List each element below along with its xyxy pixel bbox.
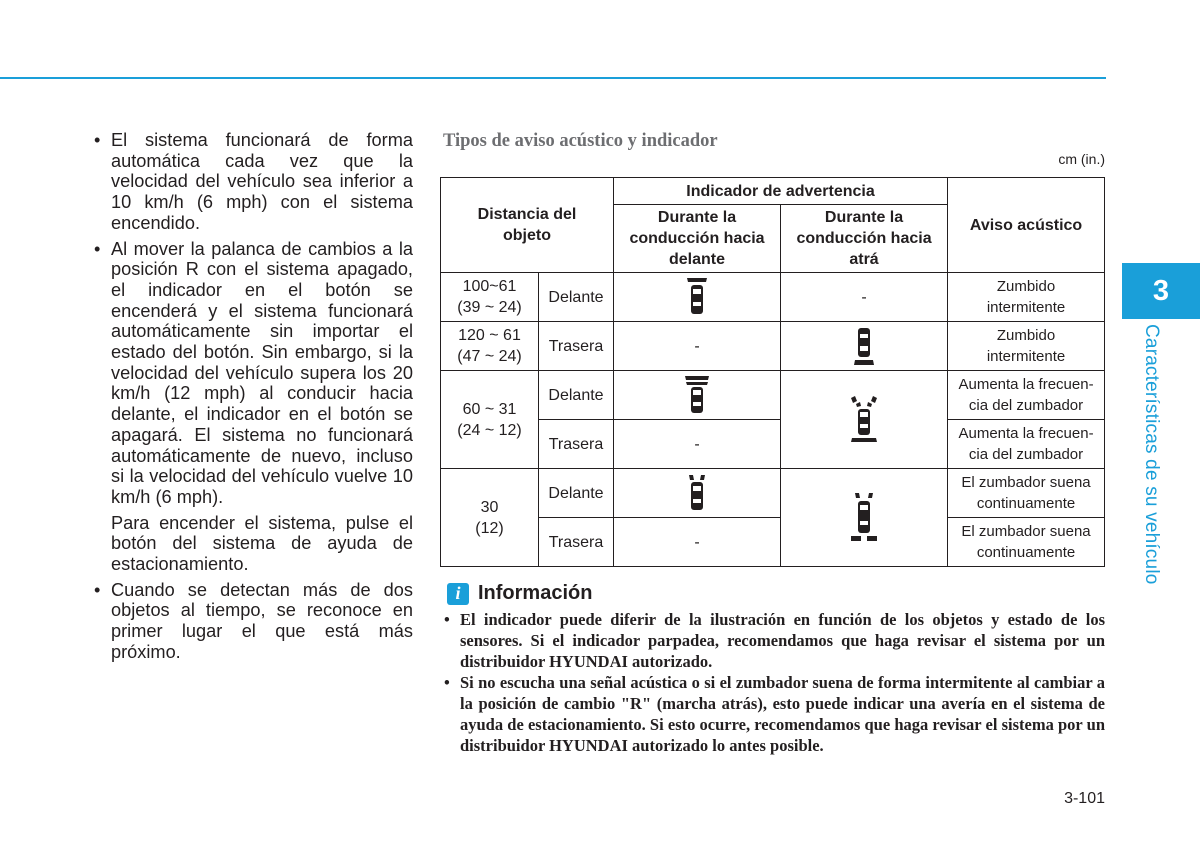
sound-cell: El zumbador suena continuamente (948, 469, 1105, 518)
bullet-item: • Al mover la palanca de cambios a la posición R con el sistema apagado, el indicador en el botón se encenderá y el sistema funcionará automáticamente sin importar el estado del botón. Sin embargo, si la velocidad del vehículo supera los 20 km/h (12 mph) al conducir hacia delante, el indicador en el botón se apagará. El sistema no funcionará automáticamente de nuevo, incluso si la velocidad del vehículo vuelve 10 km/h (6 mph). (92, 239, 413, 508)
distance-cell: 120 ~ 61 (47 ~ 24) (441, 322, 539, 371)
info-icon: i (447, 583, 469, 605)
car-front-warning-icon (683, 375, 711, 415)
forward-indicator-cell (614, 469, 781, 518)
distance-cell: 100~61 (39 ~ 24) (441, 273, 539, 322)
car-rear-warning-icon (852, 326, 876, 366)
direction-cell: Trasera (539, 322, 614, 371)
reverse-indicator-cell (781, 469, 948, 567)
car-front-warning-icon (685, 277, 709, 317)
bullet-item: • Cuando se detectan más de dos objetos al tiempo, se reconoce en primer lugar el que está más próximo. (92, 580, 413, 663)
header-distance: Distancia del objeto (441, 178, 614, 273)
direction-cell: Delante (539, 469, 614, 518)
reverse-indicator-cell: - (781, 273, 948, 322)
forward-indicator-cell: - (614, 420, 781, 469)
header-sound: Aviso acústico (948, 178, 1105, 273)
forward-indicator-cell: - (614, 518, 781, 567)
forward-indicator-cell (614, 371, 781, 420)
forward-indicator-cell (614, 273, 781, 322)
sound-cell: Aumenta la frecuen- cia del zumbador (948, 420, 1105, 469)
info-bullet: • Si no escucha una señal acústica o si el zumbador suena de forma intermitente al cambiar a la posición de cambio "R" (marcha atrás), esto puede indicar una avería en el sistema de ayuda de estacionamiento. Si esto ocurre, recomendamos que haga revisar el sistema por un distribuidor HYUNDAI autorizado lo antes posible. (443, 672, 1105, 756)
bullet-item: • El sistema funcionará de forma automática cada vez que la velocidad del vehículo sea inferior a 10 km/h (6 mph) con el sistema encendido. (92, 130, 413, 234)
direction-cell: Delante (539, 371, 614, 420)
page-number: 3-101 (1064, 790, 1105, 807)
header-indicator: Indicador de advertencia (614, 178, 948, 205)
info-title: Información (478, 582, 593, 604)
direction-cell: Delante (539, 273, 614, 322)
header-forward: Durante la conducción hacia delante (614, 205, 781, 273)
car-front-rear-warning-icon (847, 491, 881, 545)
left-column (92, 130, 413, 668)
sound-cell: Zumbido intermitente (948, 273, 1105, 322)
reverse-indicator-cell (781, 371, 948, 469)
unit-label: cm (in.) (1058, 151, 1105, 167)
chapter-title: Características de su vehículo (1141, 324, 1162, 585)
distance-cell: 30 (12) (441, 469, 539, 567)
direction-cell: Trasera (539, 518, 614, 567)
car-front-warning-icon (683, 473, 711, 513)
sound-cell: El zumbador suena continuamente (948, 518, 1105, 567)
chapter-number-tab: 3 (1122, 263, 1200, 319)
car-front-rear-warning-icon (847, 394, 881, 446)
info-header (447, 582, 592, 605)
sound-cell: Aumenta la frecuen- cia del zumbador (948, 371, 1105, 420)
paragraph: Para encender el sistema, pulse el botón del sistema de ayuda de estacionamiento. (111, 512, 413, 575)
info-bullet: • El indicador puede diferir de la ilustración en función de los objetos y estado de los sensores. Si el indicador parpadea, recomendamos que haga revisar el sistema por un distribuidor HYUNDAI autorizado. (443, 609, 1105, 672)
warning-table (440, 177, 1105, 567)
top-rule (0, 77, 1106, 79)
direction-cell: Trasera (539, 420, 614, 469)
forward-indicator-cell: - (614, 322, 781, 371)
reverse-indicator-cell (781, 322, 948, 371)
header-reverse: Durante la conducción hacia atrá (781, 205, 948, 273)
sound-cell: Zumbido intermitente (948, 322, 1105, 371)
section-title: Tipos de aviso acústico y indicador (443, 131, 718, 151)
distance-cell: 60 ~ 31 (24 ~ 12) (441, 371, 539, 469)
info-body (443, 609, 1105, 756)
